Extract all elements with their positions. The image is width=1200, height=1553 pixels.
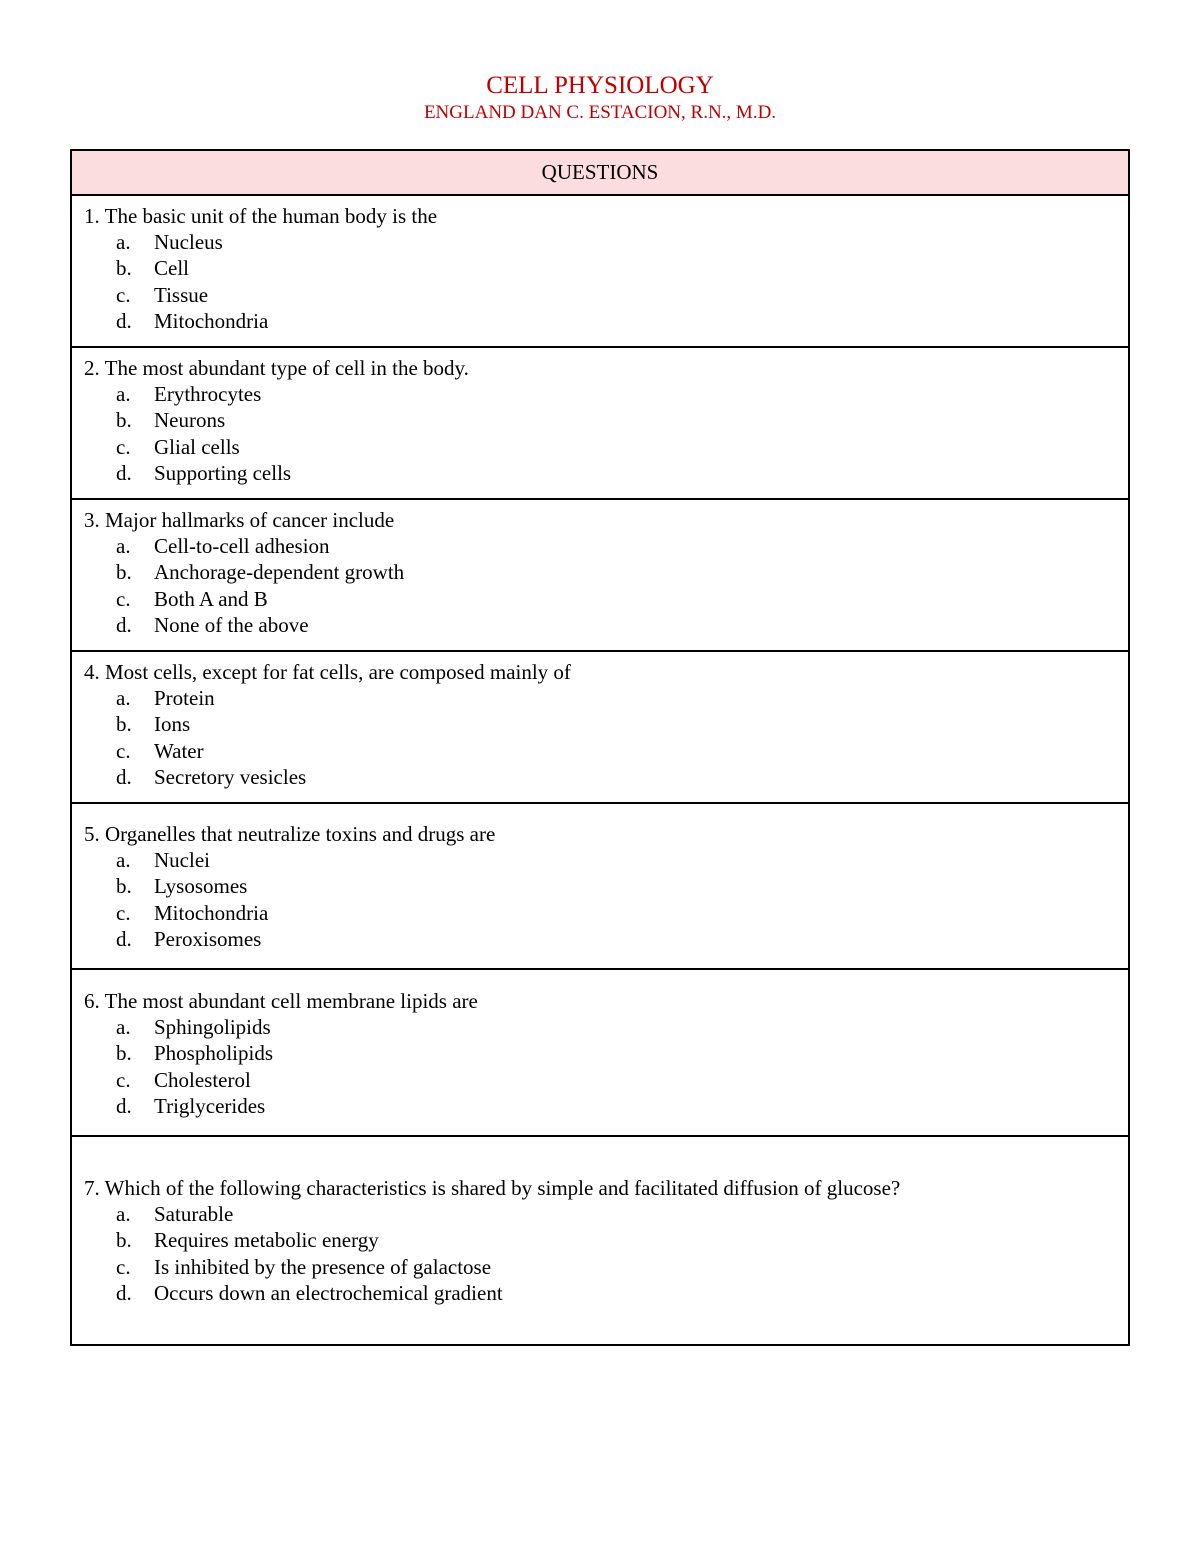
option-item	[116, 434, 1116, 460]
option-text: Nucleus	[154, 230, 223, 254]
option-item	[116, 1093, 1116, 1119]
option-letter: c.	[116, 434, 131, 459]
option-letter: b.	[116, 1228, 132, 1253]
option-letter: b.	[116, 712, 132, 737]
option-item	[116, 900, 1116, 926]
option-item	[116, 764, 1116, 790]
option-letter: a.	[116, 686, 131, 710]
option-item	[116, 407, 1116, 433]
option-item	[116, 711, 1116, 737]
question-cell-7	[71, 1136, 1129, 1345]
question-cell-6	[71, 969, 1129, 1136]
option-item	[116, 612, 1116, 638]
option-letter: a.	[116, 1015, 131, 1039]
option-item	[116, 1227, 1116, 1253]
option-letter: c.	[116, 586, 131, 611]
option-text: Water	[154, 738, 204, 763]
option-list	[84, 1201, 1116, 1306]
option-letter: a.	[116, 382, 131, 406]
question-row	[71, 499, 1129, 651]
option-text: Triglycerides	[154, 1093, 266, 1118]
option-letter: b.	[116, 256, 132, 281]
option-item	[116, 685, 1116, 711]
option-letter: b.	[116, 560, 132, 585]
document-author: ENGLAND DAN C. ESTACION, R.N., M.D.	[423, 102, 777, 123]
option-text: Mitochondria	[154, 308, 269, 333]
questions-heading: QUESTIONS	[71, 150, 1129, 195]
option-list	[84, 685, 1116, 790]
option-list	[84, 1014, 1116, 1119]
option-letter: d.	[116, 460, 132, 485]
question-stem: 6. The most abundant cell membrane lipids are	[84, 989, 478, 1013]
option-text: Both A and B	[154, 586, 268, 611]
questions-table	[70, 149, 1130, 1346]
option-item	[116, 1014, 1116, 1040]
option-text: Sphingolipids	[154, 1015, 271, 1039]
option-letter: d.	[116, 308, 132, 333]
option-text: Phospholipids	[154, 1041, 274, 1066]
question-stem: 4. Most cells, except for fat cells, are composed mainly of	[84, 660, 571, 684]
option-letter: a.	[116, 1202, 131, 1226]
option-text: Saturable	[154, 1202, 234, 1226]
option-letter: d.	[116, 612, 132, 637]
document-header	[0, 70, 1200, 124]
option-letter: c.	[116, 738, 131, 763]
option-text: Requires metabolic energy	[154, 1228, 379, 1253]
option-text: Glial cells	[154, 434, 240, 459]
option-letter: d.	[116, 1093, 132, 1118]
option-text: Nuclei	[154, 848, 210, 872]
option-letter: b.	[116, 408, 132, 433]
option-text: Secretory vesicles	[154, 764, 307, 789]
option-text: Ions	[154, 712, 191, 737]
option-item	[116, 533, 1116, 559]
option-item	[116, 460, 1116, 486]
question-cell-2	[71, 347, 1129, 499]
question-row	[71, 1136, 1129, 1345]
option-letter: b.	[116, 1041, 132, 1066]
question-cell-3	[71, 499, 1129, 651]
question-row	[71, 195, 1129, 347]
option-text: Cell	[154, 256, 189, 281]
option-item	[116, 1067, 1116, 1093]
question-cell-4	[71, 651, 1129, 803]
option-item	[116, 873, 1116, 899]
option-text: Protein	[154, 686, 215, 710]
option-letter: c.	[116, 1254, 131, 1279]
question-stem: 5. Organelles that neutralize toxins and drugs are	[84, 822, 496, 846]
option-item	[116, 738, 1116, 764]
question-stem: 1. The basic unit of the human body is the	[84, 204, 438, 228]
option-item	[116, 381, 1116, 407]
option-text: Tissue	[154, 282, 209, 307]
option-letter: c.	[116, 1067, 131, 1092]
option-letter: d.	[116, 764, 132, 789]
option-text: Supporting cells	[154, 460, 292, 485]
option-item	[116, 1280, 1116, 1306]
option-text: None of the above	[154, 612, 309, 637]
document-title: CELL PHYSIOLOGY	[486, 72, 714, 99]
option-text: Neurons	[154, 408, 226, 433]
option-letter: a.	[116, 534, 131, 558]
option-text: Peroxisomes	[154, 926, 262, 951]
question-row	[71, 651, 1129, 803]
option-list	[84, 847, 1116, 952]
option-item	[116, 229, 1116, 255]
question-stem: 3. Major hallmarks of cancer include	[84, 508, 395, 532]
option-item	[116, 559, 1116, 585]
option-item	[116, 926, 1116, 952]
option-item	[116, 1254, 1116, 1280]
option-item	[116, 282, 1116, 308]
question-row	[71, 803, 1129, 969]
option-text: Cell-to-cell adhesion	[154, 534, 330, 558]
option-text: Cholesterol	[154, 1067, 251, 1092]
option-letter: c.	[116, 282, 131, 307]
option-letter: d.	[116, 926, 132, 951]
table-header-row	[71, 150, 1129, 195]
option-list	[84, 533, 1116, 638]
option-text: Is inhibited by the presence of galactose	[154, 1254, 492, 1279]
option-text: Occurs down an electrochemical gradient	[154, 1280, 503, 1305]
option-item	[116, 255, 1116, 281]
option-item	[116, 847, 1116, 873]
question-stem: 7. Which of the following characteristics is shared by simple and facilitated diffusion of glucose?	[84, 1176, 901, 1200]
option-item	[116, 586, 1116, 612]
question-row	[71, 347, 1129, 499]
option-letter: c.	[116, 900, 131, 925]
question-row	[71, 969, 1129, 1136]
option-item	[116, 308, 1116, 334]
option-item	[116, 1040, 1116, 1066]
option-letter: d.	[116, 1280, 132, 1305]
option-text: Anchorage-dependent growth	[154, 560, 405, 585]
option-letter: a.	[116, 848, 131, 872]
question-cell-1	[71, 195, 1129, 347]
option-text: Mitochondria	[154, 900, 269, 925]
option-letter: a.	[116, 230, 131, 254]
option-text: Erythrocytes	[154, 382, 262, 406]
option-text: Lysosomes	[154, 874, 248, 899]
question-cell-5	[71, 803, 1129, 969]
option-list	[84, 229, 1116, 334]
question-stem: 2. The most abundant type of cell in the body.	[84, 356, 469, 380]
option-item	[116, 1201, 1116, 1227]
option-list	[84, 381, 1116, 486]
option-letter: b.	[116, 874, 132, 899]
